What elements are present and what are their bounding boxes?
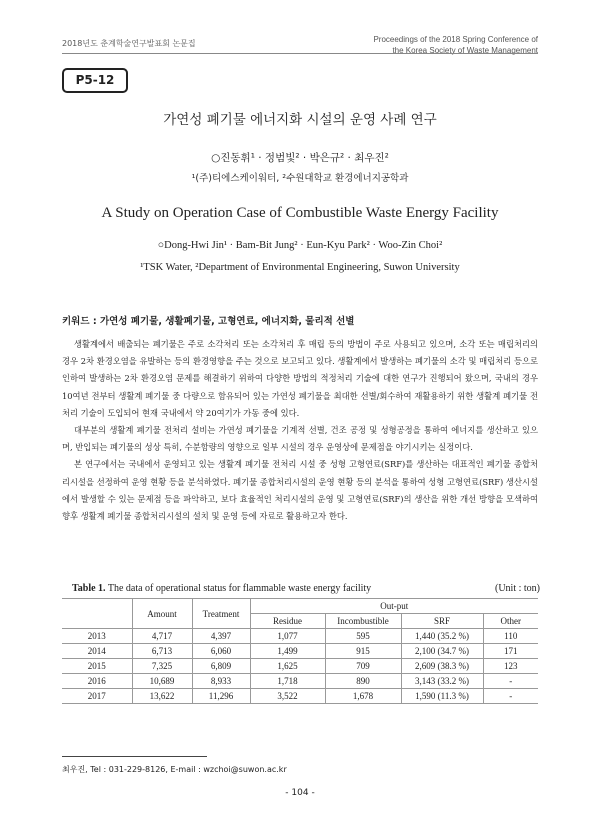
running-header-line-2: the Korea Society of Waste Management [392,46,538,55]
corresponding-author-footnote: 최우진, Tel : 031-229-8126, E-mail : wzchoi@suwon.ac.kr [62,765,287,774]
korean-title: 가연성 폐기물 에너지화 시설의 운영 사례 연구 [163,112,437,128]
abstract-body [62,336,538,525]
page-number: - 104 - [285,788,315,798]
incombustible-header: Incombustible [325,614,401,629]
amount-header: Amount [132,599,192,629]
table-row [62,659,538,674]
amount-cell: 10,689 [132,674,192,689]
other-cell: - [483,674,538,689]
incombustible-cell: 1,678 [325,689,401,704]
other-cell: 110 [483,629,538,644]
body-paragraph-1: 생활계에서 배출되는 폐기물은 주로 소각처리 또는 소각처리 후 매립 등의 방법이 주로 사용되고 있으며, 소각 또는 매립처리의 경우 2차 환경오염을 유발하는 등의 환경영향을 주는 것으로 보고되고 있다. 생활계에서 발생하는 폐기물의 소각 및 매립처리 등으로 인하여 발생하는 2차 환경오염 문제를 해결하기 위하여 다양한 방법의 적정처리 기술에 대한 연구가 진행되어 왔으며, 국내의 경우 10여년 전부터 생활계 폐기물 중 다량으로 함유되어 있는 가연성 폐기물을 최대한 선별/회수하여 재활용하기 위한 생활계 폐기물 전처리 기술이 도입되어 현재 국내에서 약 20여기가 가동 중에 있다. [62,339,538,418]
table-row [62,674,538,689]
header-divider [62,53,538,54]
amount-cell: 6,713 [132,644,192,659]
other-cell: 123 [483,659,538,674]
running-header-line-1: Proceedings of the 2018 Spring Conference of [373,35,538,44]
residue-cell: 1,625 [250,659,325,674]
table-caption-text: The data of operational status for flammable waste energy facility [107,583,372,594]
other-header: Other [483,614,538,629]
srf-cell: 3,143 (33.2 %) [401,674,483,689]
year-cell: 2015 [62,659,132,674]
keywords-line: 키워드 : 가연성 폐기물, 생활폐기물, 고형연료, 에너지화, 물리적 선별 [62,316,355,327]
year-cell: 2017 [62,689,132,704]
treatment-cell: 11,296 [192,689,250,704]
srf-cell: 2,100 (34.7 %) [401,644,483,659]
english-affiliations: ¹TSK Water, ²Department of Environmental Engineering, Suwon University [140,262,460,273]
residue-cell: 1,499 [250,644,325,659]
body-paragraph-2: 대부분의 생활계 폐기물 전처리 설비는 가연성 폐기물을 기계적 선별, 건조 공정 및 성형공정을 통하여 에너지를 생산하고 있으며, 반입되는 폐기물의 성상 특히, 수분함량의 영향으로 일부 시설의 경우 운영상에 문제점을 야기시키는 실정이다. [62,425,538,453]
treatment-cell: 6,060 [192,644,250,659]
residue-cell: 3,522 [250,689,325,704]
srf-cell: 1,590 (11.3 %) [401,689,483,704]
incombustible-cell: 595 [325,629,401,644]
operational-status-table [62,598,538,704]
residue-cell: 1,718 [250,674,325,689]
amount-cell: 7,325 [132,659,192,674]
table-row [62,644,538,659]
incombustible-cell: 709 [325,659,401,674]
amount-cell: 4,717 [132,629,192,644]
incombustible-cell: 890 [325,674,401,689]
footnote-divider [62,756,207,757]
body-paragraph-3: 본 연구에서는 국내에서 운영되고 있는 생활계 폐기물 전처리 시설 중 성형 고형연료(SRF)를 생산하는 대표적인 폐기물 종합처리시설을 선정하여 운영 현황 등을 분석하였다. 폐기물 종합처리시설의 운영 현황 등의 분석을 통하여 성형 고형연료(SRF) 생산시설에서 발생할 수 있는 문제점 등을 파악하고, 보다 효율적인 처리시설의 운영 및 고형연료(SRF)의 생산을 위한 개선 방향을 모색하여 향후 생활계 폐기물 종합처리시설의 설치 및 운영 등에 자료로 활용하고자 한다. [62,459,538,522]
other-cell: 171 [483,644,538,659]
paper-code-badge: P5-12 [62,68,128,93]
year-header [62,599,132,629]
residue-header: Residue [250,614,325,629]
table-row [62,629,538,644]
srf-header: SRF [401,614,483,629]
output-header: Out-put [250,599,538,614]
treatment-cell: 8,933 [192,674,250,689]
english-authors: ○Dong-Hwi Jin¹ · Bam-Bit Jung² · Eun-Kyu Park² · Woo-Zin Choi² [157,240,443,251]
year-cell: 2014 [62,644,132,659]
srf-cell: 1,440 (35.2 %) [401,629,483,644]
year-cell: 2016 [62,674,132,689]
table-header-row-1 [62,599,538,614]
korean-affiliations: ¹(주)티에스케이워터, ²수원대학교 환경에너지공학과 [191,173,409,184]
residue-cell: 1,077 [250,629,325,644]
korean-authors: ○진동휘¹ · 정범빛² · 박은규² · 최우진² [211,152,389,164]
treatment-cell: 4,397 [192,629,250,644]
other-cell: - [483,689,538,704]
incombustible-cell: 915 [325,644,401,659]
treatment-header: Treatment [192,599,250,629]
running-header-korean: 2018년도 춘계학술연구발표회 논문집 [62,39,196,48]
english-title: A Study on Operation Case of Combustible Waste Energy Facility [101,205,499,221]
amount-cell: 13,622 [132,689,192,704]
table-caption [72,583,540,594]
treatment-cell: 6,809 [192,659,250,674]
table-caption-label: Table 1. [72,583,106,594]
year-cell: 2013 [62,629,132,644]
table-unit: (Unit : ton) [495,583,540,594]
srf-cell: 2,609 (38.3 %) [401,659,483,674]
table-row [62,689,538,704]
